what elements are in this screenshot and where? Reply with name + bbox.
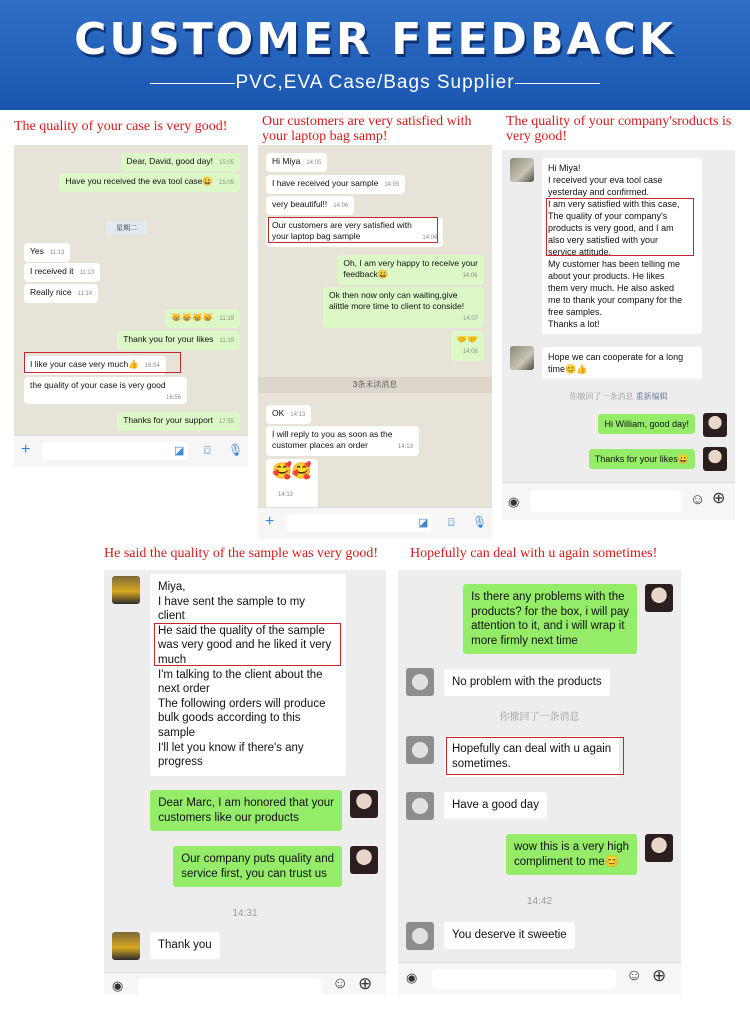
input-bar	[398, 962, 681, 994]
message: OK 14:13	[266, 405, 311, 424]
avatar[interactable]	[645, 834, 673, 862]
highlight-box	[24, 352, 181, 373]
page-title: CUSTOMER FEEDBACK	[74, 14, 676, 65]
message: Thank you	[150, 932, 220, 959]
message: Thanks for your support 17:55	[117, 412, 240, 431]
avatar[interactable]	[703, 413, 727, 437]
line: was very good and he liked it very	[158, 639, 332, 652]
input-bar	[104, 972, 386, 994]
highlight-box	[154, 623, 341, 666]
message: 🤝🤝 14:08	[451, 331, 484, 361]
caption-1: The quality of your case is very good!	[14, 119, 228, 134]
line: attention to it, and i will wrap it	[471, 620, 625, 633]
line: I am very satisfied with this case,	[548, 199, 680, 209]
message: Yes 11:13	[24, 243, 70, 262]
message: I received it 11:13	[24, 263, 100, 282]
message: Thanks for your likes😀	[589, 449, 695, 469]
caption-4: He said the quality of the sample was very good!	[104, 546, 379, 561]
line: Thanks a lot!	[548, 319, 600, 329]
line: them very much. He also asked	[548, 283, 675, 293]
message-input[interactable]	[138, 978, 322, 994]
plus-icon[interactable]: +	[265, 513, 275, 530]
message	[150, 574, 346, 776]
line: Is there any problems with the	[471, 591, 625, 603]
chat-panel-5	[398, 570, 681, 994]
message: Oh, I am very happy to receive your feedback😀 14:06	[337, 255, 484, 285]
line: much	[158, 653, 187, 666]
reedit-link[interactable]: 重新编辑	[635, 392, 668, 401]
caption-5: Hopefully can deal with u again sometimes!	[410, 546, 658, 561]
avatar[interactable]	[112, 932, 140, 960]
timestamp: 14:42	[526, 896, 553, 907]
avatar[interactable]	[350, 790, 378, 818]
line: next order	[158, 683, 210, 696]
message-input[interactable]	[432, 969, 616, 989]
highlight-box	[268, 217, 438, 243]
emoji-icon[interactable]: ☺	[690, 491, 706, 508]
message: Hope we can cooperate for a long time😊👍	[542, 347, 702, 379]
message	[463, 584, 637, 654]
camera-icon[interactable]: ⌼	[448, 517, 455, 529]
emoji-icon[interactable]: ☺	[332, 975, 349, 992]
caption-3: The quality of your company'sroducts is very good!	[506, 114, 732, 144]
message: Thank you for your likes 11:19	[117, 331, 240, 350]
message: the quality of your case is very good 16:56	[24, 377, 187, 404]
message-input[interactable]	[530, 490, 682, 512]
message: Hi Miya 14:05	[266, 153, 327, 172]
avatar[interactable]	[406, 668, 434, 696]
unread-divider: 3条未读消息	[258, 377, 492, 393]
recall-notice: 你撤回了一条消息 重新编辑	[569, 392, 668, 401]
avatar[interactable]	[406, 922, 434, 950]
message: wow this is a very high compliment to me😊	[506, 834, 637, 875]
line: about your products. He likes	[548, 271, 665, 281]
highlight-box	[546, 198, 694, 256]
line: also very satisfied with your	[548, 235, 659, 245]
line: The following orders will produce	[158, 697, 326, 710]
sticker-icon[interactable]: ◪	[174, 445, 185, 457]
line: I received your eva tool case	[548, 175, 663, 185]
message: 😸😸😸😸 11:19	[165, 309, 240, 328]
line: me to thank your company for the	[548, 295, 683, 305]
avatar[interactable]	[112, 576, 140, 604]
highlight-box	[446, 737, 624, 775]
recall-notice: 你撤回了一条消息	[499, 712, 580, 723]
line: Hi Miya!	[548, 163, 581, 173]
message-input[interactable]	[42, 442, 188, 460]
line: bulk goods according to this	[158, 712, 301, 725]
message: Our company puts quality and service first, you can trust us	[173, 846, 342, 887]
microphone-icon[interactable]: 🎙	[228, 443, 244, 457]
message: very beautiful!! 14:06	[266, 196, 354, 215]
line: I'm talking to the client about the	[158, 668, 323, 681]
message: Dear, David, good day! 15:05	[121, 153, 241, 172]
voice-icon[interactable]: ◉	[508, 494, 520, 509]
message: I have received your sample 14:05	[266, 175, 405, 194]
message: Hopefully can deal with u again sometimes.	[444, 736, 619, 777]
line: products? for the box, i will pay	[471, 605, 629, 618]
line: Miya,	[158, 581, 186, 593]
line: I have sent the sample to my	[158, 595, 306, 608]
message: Have you received the eva tool case😀 15:05	[59, 173, 240, 192]
timestamp: 14:31	[232, 908, 258, 919]
message: 🥰🥰 14:13	[266, 459, 318, 508]
line: The quality of your company's	[548, 211, 668, 221]
voice-icon[interactable]: ◉	[112, 978, 124, 993]
message: Ok then now only can waiting,give alittle more time to client to conside! 14:07	[323, 287, 484, 328]
message: Our customers are very satisfied with your laptop bag sample 14:06	[266, 217, 443, 247]
avatar[interactable]	[703, 447, 727, 471]
microphone-icon[interactable]: 🎙	[472, 515, 488, 529]
line: He said the quality of the sample	[158, 624, 325, 637]
voice-icon[interactable]: ◉	[406, 970, 418, 985]
line: free samples.	[548, 307, 603, 317]
message-input[interactable]	[286, 514, 432, 532]
input-bar	[14, 435, 248, 467]
caption-2: Our customers are very satisfied with your laptop bag samp!	[262, 114, 472, 144]
avatar[interactable]	[510, 346, 534, 370]
header-banner	[0, 0, 750, 110]
plus-icon[interactable]: ⊕	[712, 490, 726, 507]
message: Really nice 11:14	[24, 284, 98, 303]
line: service attitude.	[548, 247, 612, 257]
line: products is very good, and I am	[548, 223, 674, 233]
chat-panel-4	[104, 570, 386, 994]
avatar[interactable]	[510, 158, 534, 182]
message: No problem with the products	[444, 669, 610, 696]
line: progress	[158, 756, 203, 769]
line: more firmly next time	[471, 634, 578, 647]
line: My customer has been telling me	[548, 259, 681, 269]
line: client	[158, 610, 185, 623]
input-bar	[258, 507, 492, 539]
sticker-icon[interactable]: ◪	[418, 517, 429, 529]
message: Have a good day	[444, 792, 547, 819]
message: I like your case very much👍 16:54	[24, 356, 166, 375]
chat-panel-2	[258, 145, 492, 539]
emoji-icon[interactable]: ☺	[626, 967, 643, 984]
message: Dear Marc, I am honored that your customers like our products	[150, 790, 342, 831]
plus-icon[interactable]: +	[21, 441, 31, 458]
message: I will reply to you as soon as the customer places an order 14:13	[266, 426, 419, 456]
line: yesterday and confirmed.	[548, 187, 650, 197]
avatar[interactable]	[406, 792, 434, 820]
date-separator: 星期二	[106, 221, 147, 235]
line: I'll let you know if there's any	[158, 741, 304, 754]
message: Hi William, good day!	[598, 414, 695, 434]
chat-panel-1	[14, 145, 248, 467]
avatar[interactable]	[350, 846, 378, 874]
chat-panel-3	[502, 150, 735, 520]
avatar[interactable]	[645, 584, 673, 612]
avatar[interactable]	[406, 736, 434, 764]
plus-icon[interactable]: ⊕	[358, 974, 373, 993]
page-subtitle: PVC,EVA Case/Bags Supplier	[235, 72, 515, 93]
camera-icon[interactable]: ⌼	[204, 445, 211, 457]
message: You deserve it sweetie	[444, 922, 575, 949]
plus-icon[interactable]: ⊕	[652, 966, 667, 985]
input-bar	[502, 482, 735, 520]
line: sample	[158, 726, 196, 739]
